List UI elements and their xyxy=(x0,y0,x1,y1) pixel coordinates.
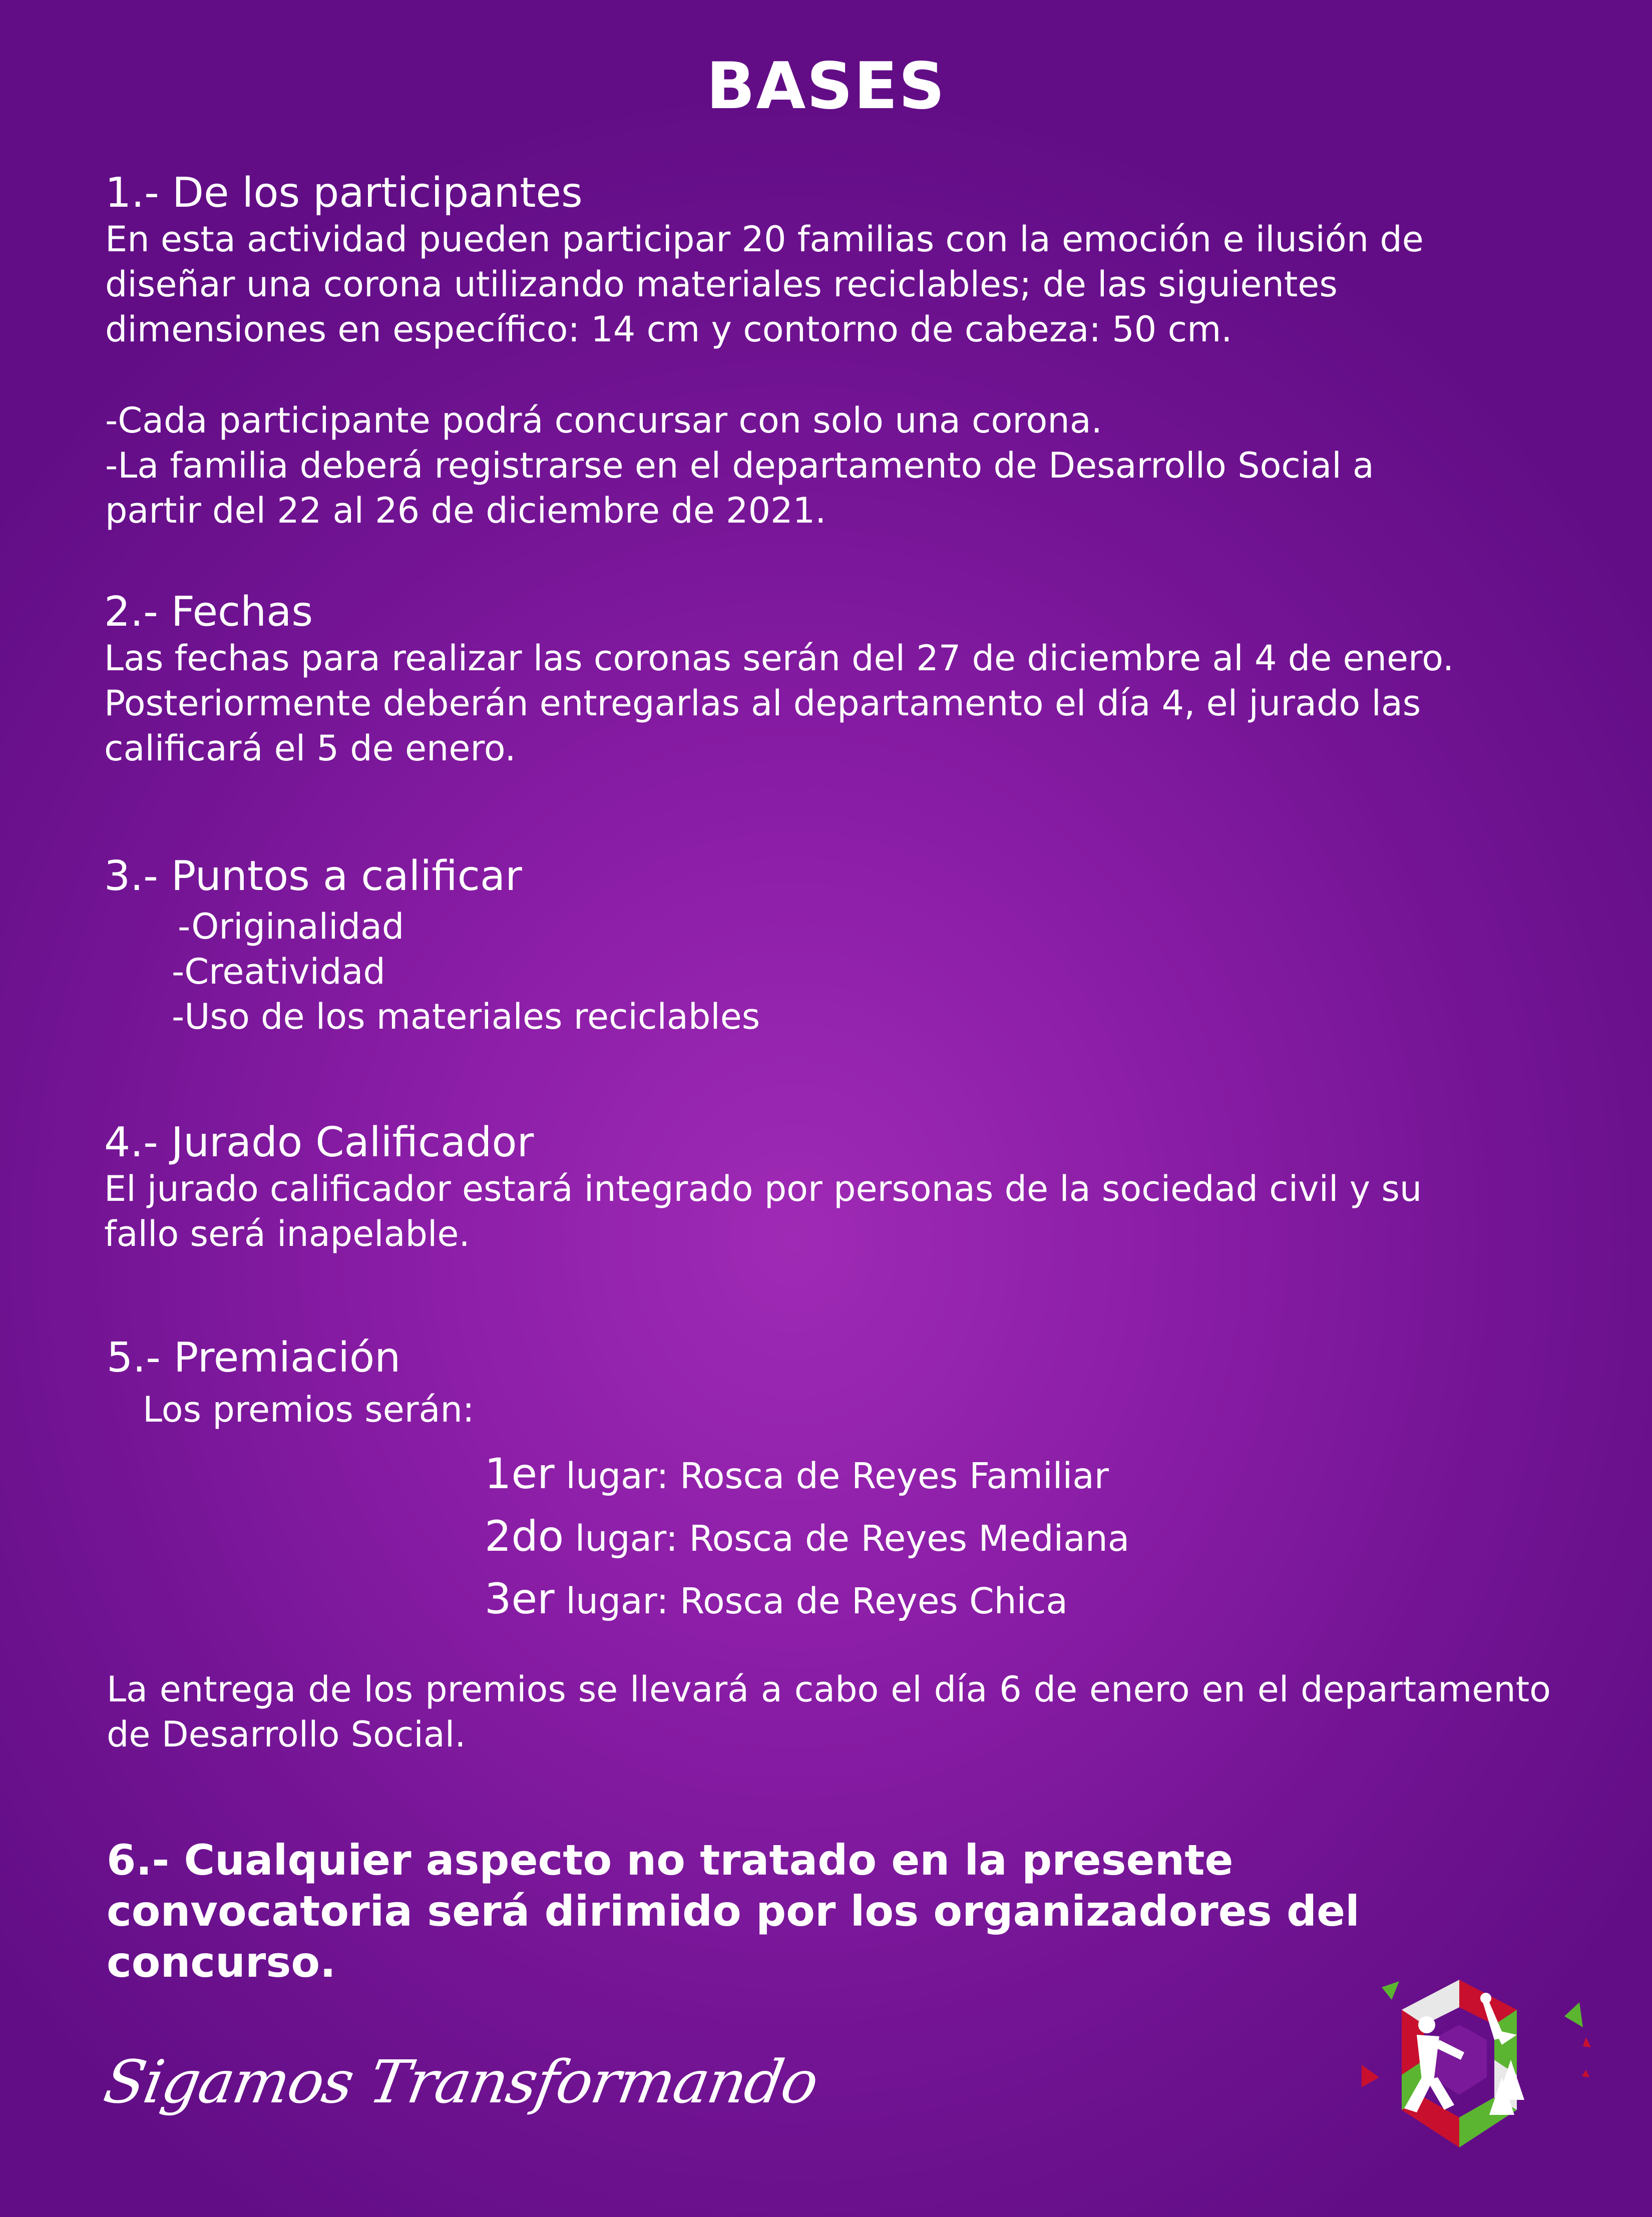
section-2-paragraph xyxy=(104,636,1454,771)
prize-place: 1er xyxy=(485,1449,555,1498)
prize-place: 3er xyxy=(485,1574,555,1623)
section-1-rule: -La familia deberá registrarse en el departamento de Desarrollo Social a xyxy=(105,445,1374,486)
criteria-item-creativity: -Creatividad xyxy=(172,951,385,992)
prize-text: lugar: Rosca de Reyes Mediana xyxy=(564,1518,1130,1559)
section-1-heading: 1.- De los participantes xyxy=(105,169,583,217)
section-1-line: dimensiones en específico: 14 cm y contorno de cabeza: 50 cm. xyxy=(105,309,1232,350)
section-4-paragraph xyxy=(104,1166,1422,1256)
section-4-line: fallo será inapelable. xyxy=(104,1213,470,1254)
section-5-heading: 5.- Premiación xyxy=(107,1334,401,1382)
signature-slogan: Sigamos Transformando xyxy=(99,2047,823,2116)
section-1-rule: partir del 22 al 26 de diciembre de 2021. xyxy=(105,490,827,531)
section-1-rules xyxy=(105,398,1374,533)
prize-third-place xyxy=(485,1574,1068,1623)
prize-second-place xyxy=(485,1512,1129,1561)
municipal-hexagon-logo-icon xyxy=(1352,1977,1592,2177)
section-2-heading: 2.- Fechas xyxy=(104,588,313,636)
section-4-line: El jurado calificador estará integrado por personas de la sociedad civil y su xyxy=(104,1168,1422,1209)
section-1-paragraph xyxy=(105,217,1424,352)
section-1-line: En esta actividad pueden participar 20 familias con la emoción e ilusión de xyxy=(105,219,1424,260)
section-1-rule: -Cada participante podrá concursar con solo una corona. xyxy=(105,400,1102,441)
prizes-intro: Los premios serán: xyxy=(143,1389,475,1430)
section-2-line: calificará el 5 de enero. xyxy=(104,728,516,769)
prize-text: lugar: Rosca de Reyes Chica xyxy=(554,1580,1068,1622)
prize-place: 2do xyxy=(485,1512,564,1561)
section-2-line: Las fechas para realizar las coronas serán del 27 de diciembre al 4 de enero. xyxy=(104,638,1454,679)
prize-first-place xyxy=(485,1449,1109,1498)
prize-text: lugar: Rosca de Reyes Familiar xyxy=(554,1455,1109,1497)
criteria-item-recycled-materials: -Uso de los materiales reciclables xyxy=(172,996,760,1037)
section-3-heading: 3.- Puntos a calificar xyxy=(104,852,522,900)
prize-delivery-paragraph: La entrega de los premios se llevará a cabo el día 6 de enero en el departamento de Desarrollo Social. xyxy=(107,1669,1551,1755)
page-title: BASES xyxy=(706,49,946,124)
section-6-paragraph: 6.- Cualquier aspecto no tratado en la presente convocatoria será dirimido por los organizadores del concurso. xyxy=(107,1836,1360,1987)
section-4-heading: 4.- Jurado Calificador xyxy=(104,1119,534,1166)
section-1-line: diseñar una corona utilizando materiales reciclables; de las siguientes xyxy=(105,264,1338,305)
criteria-item-originality: -Originalidad xyxy=(178,906,404,947)
section-2-line: Posteriormente deberán entregarlas al departamento el día 4, el jurado las xyxy=(104,683,1421,724)
